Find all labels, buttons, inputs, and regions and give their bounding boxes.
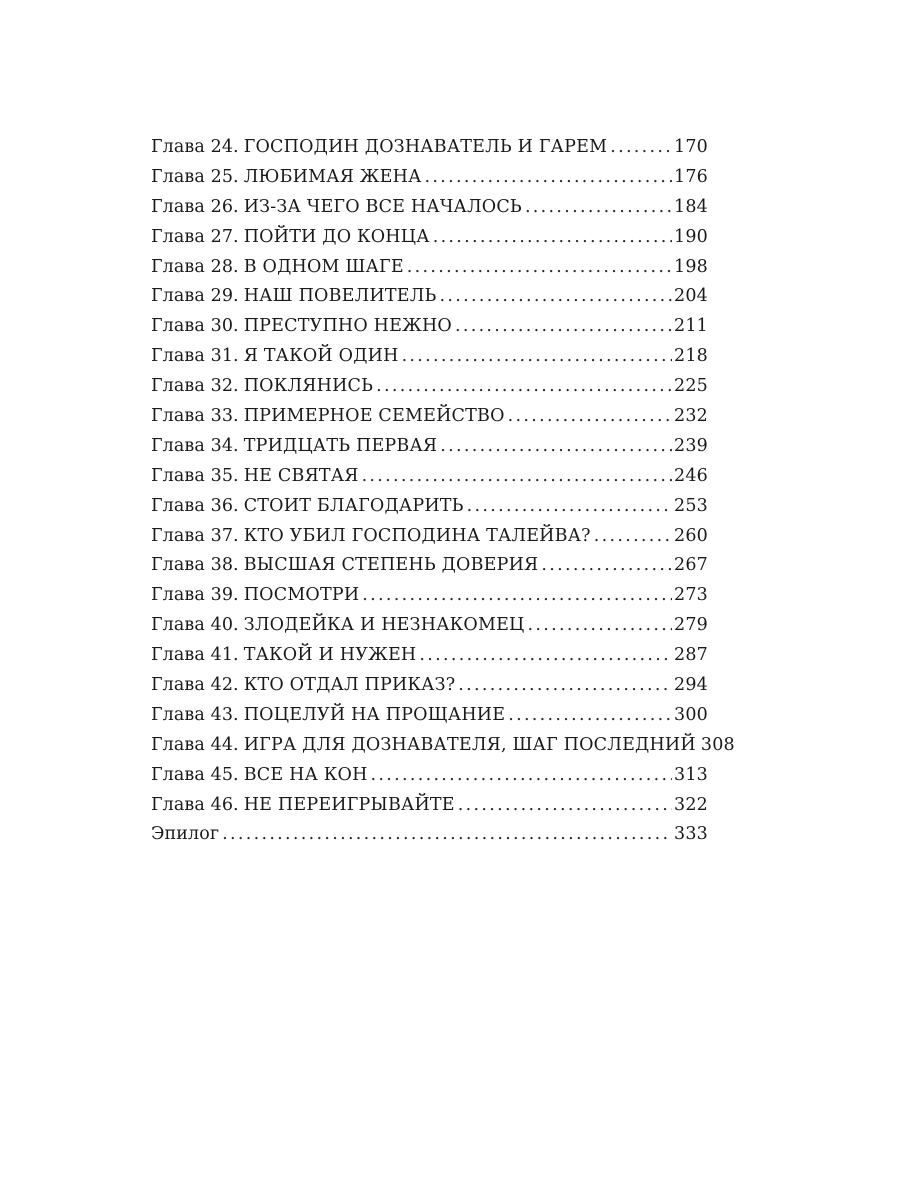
chapter-label: Глава 24. (151, 137, 239, 157)
chapter-label: Глава 36. (151, 495, 239, 516)
dot-leader (455, 312, 672, 342)
toc-entry (151, 641, 708, 671)
dot-leader (376, 372, 672, 402)
chapter-label: Глава 42. (151, 675, 239, 696)
page-number: 333 (673, 824, 708, 845)
chapter-title: КТО УБИЛ ГОСПОДИНА ТАЛЕЙВА? (243, 525, 591, 546)
dot-leader (458, 791, 672, 821)
chapter-title: ИЗ-ЗА ЧЕГО ВСЕ НАЧАЛОСЬ (243, 196, 522, 217)
toc-entry (151, 193, 708, 223)
page-number: 204 (673, 286, 708, 307)
dot-leader (458, 671, 672, 701)
chapter-label: Глава 44. (151, 734, 239, 755)
page-number: 232 (673, 406, 708, 427)
chapter-title: ПОЙТИ ДО КОНЦА (243, 226, 430, 247)
chapter-title: НЕ СВЯТАЯ (243, 465, 359, 486)
dot-leader (525, 193, 672, 223)
toc-entry (151, 282, 708, 312)
dot-leader (610, 133, 672, 163)
toc-entry (151, 223, 708, 253)
page-number: 287 (673, 645, 708, 666)
chapter-label: Глава 34. (151, 435, 239, 456)
page-number: 246 (673, 465, 708, 486)
toc-entry (151, 522, 708, 552)
toc-entry (151, 791, 708, 821)
dot-leader (508, 402, 672, 432)
page-number: 313 (673, 764, 708, 785)
page-number: 300 (673, 704, 708, 725)
chapter-title: В ОДНОМ ШАГЕ (243, 256, 404, 277)
dot-leader (433, 223, 672, 253)
table-of-contents (151, 133, 735, 850)
page-number: 190 (673, 226, 708, 247)
chapter-label: Глава 33. (151, 406, 239, 427)
chapter-label: Глава 27. (151, 226, 239, 247)
chapter-label: Глава 46. (151, 794, 239, 815)
chapter-title: ВСЕ НА КОН (243, 764, 368, 785)
toc-entry (151, 701, 708, 731)
page-number: 253 (673, 495, 708, 516)
dot-leader (440, 282, 672, 312)
chapter-title: ПОКЛЯНИСЬ (243, 376, 374, 397)
page-number: 322 (673, 794, 708, 815)
dot-leader (425, 163, 672, 193)
toc-entry (151, 402, 708, 432)
dot-leader (402, 342, 672, 372)
page-number: 198 (673, 256, 708, 277)
toc-entry (151, 462, 708, 492)
chapter-title: КТО ОТДАЛ ПРИКАЗ? (243, 675, 456, 696)
dot-leader (407, 253, 672, 283)
page-number: 267 (673, 555, 708, 576)
page-number: 260 (673, 525, 708, 546)
chapter-title: ПРИМЕРНОЕ СЕМЕЙСТВО (243, 406, 505, 427)
toc-entry (151, 731, 735, 761)
page-number: 279 (673, 615, 708, 636)
chapter-label: Глава 45. (151, 764, 239, 785)
chapter-title: ТРИДЦАТЬ ПЕРВАЯ (243, 435, 438, 456)
toc-entry (151, 611, 708, 641)
chapter-label: Глава 38. (151, 555, 239, 576)
chapter-label: Глава 43. (151, 704, 239, 725)
chapter-title: СТОИТ БЛАГОДАРИТЬ (243, 495, 464, 516)
dot-leader (541, 551, 672, 581)
page-number: 273 (673, 585, 708, 606)
dot-leader (362, 462, 672, 492)
chapter-label: Глава 40. (151, 615, 239, 636)
chapter-title: ГОСПОДИН ДОЗНАВАТЕЛЬ И ГАРЕМ (243, 137, 608, 157)
chapter-label: Глава 35. (151, 465, 239, 486)
epilogue-label: Эпилог (151, 824, 220, 845)
chapter-label: Глава 26. (151, 196, 239, 217)
chapter-label: Глава 25. (151, 166, 239, 187)
chapter-title: НЕ ПЕРЕИГРЫВАЙТЕ (243, 794, 455, 815)
toc-entry (151, 671, 708, 701)
toc-entry (151, 312, 708, 342)
toc-entry (151, 342, 708, 372)
toc-entry (151, 253, 708, 283)
chapter-title: ЗЛОДЕЙКА И НЕЗНАКОМЕЦ (243, 615, 525, 636)
chapter-title: ТАКОЙ И НУЖЕН (243, 645, 417, 666)
dot-leader (419, 641, 672, 671)
page-number: 184 (673, 196, 708, 217)
chapter-title: ЛЮБИМАЯ ЖЕНА (243, 166, 422, 187)
dot-leader (467, 492, 672, 522)
dot-leader (222, 820, 672, 850)
toc-entry (151, 133, 708, 163)
toc-entry (151, 551, 708, 581)
page-number: 225 (673, 376, 708, 397)
chapter-label: Глава 37. (151, 525, 239, 546)
page-number: 211 (673, 316, 708, 337)
page-number: 308 (700, 734, 735, 755)
toc-entry (151, 820, 708, 850)
chapter-label: Глава 39. (151, 585, 239, 606)
chapter-label: Глава 31. (151, 346, 239, 367)
chapter-label: Глава 29. (151, 286, 239, 307)
page-number: 239 (673, 435, 708, 456)
chapter-label: Глава 41. (151, 645, 239, 666)
chapter-label: Глава 32. (151, 376, 239, 397)
page-number: 218 (673, 346, 708, 367)
dot-leader (371, 761, 672, 791)
toc-entry (151, 372, 708, 402)
page-number: 176 (673, 166, 708, 187)
chapter-title: ПОЦЕЛУЙ НА ПРОЩАНИЕ (243, 704, 506, 725)
dot-leader (508, 701, 672, 731)
page-number: 294 (673, 675, 708, 696)
page-number: 170 (673, 137, 708, 157)
chapter-title: ПОСМОТРИ (243, 585, 360, 606)
chapter-title: НАШ ПОВЕЛИТЕЛЬ (243, 286, 437, 307)
toc-entry (151, 432, 708, 462)
chapter-title: ПРЕСТУПНО НЕЖНО (243, 316, 452, 337)
toc-entry (151, 492, 708, 522)
chapter-title: ИГРА ДЛЯ ДОЗНАВАТЕЛЯ, ШАГ ПОСЛЕДНИЙ (243, 734, 696, 755)
chapter-title: Я ТАКОЙ ОДИН (243, 346, 399, 367)
dot-leader (528, 611, 672, 641)
dot-leader (594, 522, 672, 552)
chapter-title: ВЫСШАЯ СТЕПЕНЬ ДОВЕРИЯ (243, 555, 539, 576)
toc-entry (151, 163, 708, 193)
chapter-label: Глава 28. (151, 256, 239, 277)
chapter-label: Глава 30. (151, 316, 239, 337)
dot-leader (362, 581, 672, 611)
dot-leader (440, 432, 672, 462)
toc-entry (151, 581, 708, 611)
toc-entry (151, 761, 708, 791)
